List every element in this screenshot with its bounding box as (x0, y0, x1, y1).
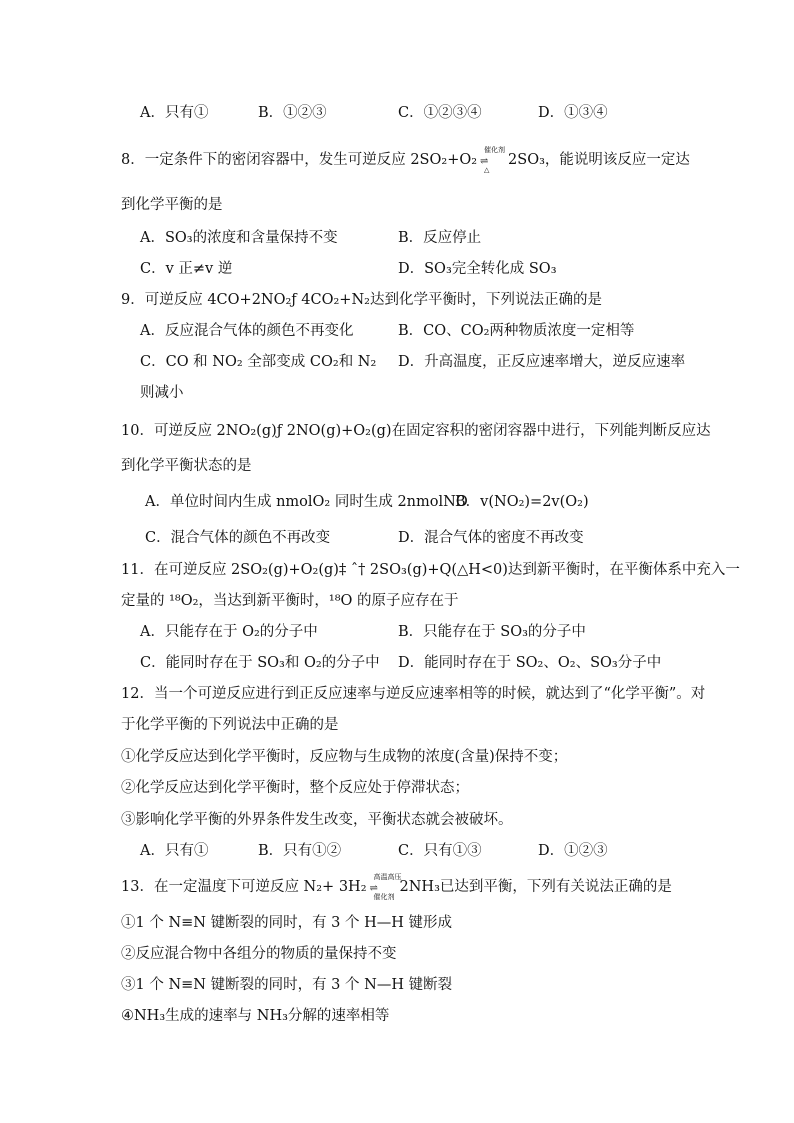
reversible-arrow-icon: ⇌ 催化剂 △ (480, 152, 488, 172)
q8-stem-start: 8．一定条件下的密闭容器中，发生可逆反应 2SO₂+O₂ (121, 152, 478, 168)
q12-stem-line2: 于化学平衡的下列说法中正确的是 (121, 717, 339, 733)
q11-stem-line2: 定量的 ¹⁸O₂，当达到新平衡时，¹⁸O 的原子应存在于 (121, 593, 459, 609)
q9-stem: 9．可逆反应 4CO+2NO₂ƒ 4CO₂+N₂达到化学平衡时，下列说法正确的是 (121, 292, 602, 308)
q9-option-a: A．反应混合气体的颜色不再变化 (140, 323, 354, 339)
q12-option-b: B．只有①② (258, 843, 342, 859)
q10-option-c: C．混合气体的颜色不再改变 (145, 530, 331, 546)
q11-stem-line1: 11．在可逆反应 2SO₂(g)+O₂(g)‡ ˆ† 2SO₃(g)+Q(△H<0)达到新平衡时，在平衡体系中充入一 (121, 562, 740, 578)
q13-item-2: ②反应混合物中各组分的物质的量保持不变 (121, 946, 397, 962)
q12-item-3: ③影响化学平衡的外界条件发生改变，平衡状态就会被破坏。 (121, 812, 513, 828)
q9-option-d-cont: 则减小 (140, 385, 184, 401)
reversible-arrow-icon: ⇌ 高温高压 催化剂 (370, 879, 378, 899)
q7-option-d: D．①③④ (538, 105, 608, 121)
q13-arrow-bottom: 催化剂 (373, 893, 395, 901)
q8-arrow-top: 催化剂 (484, 146, 506, 154)
q10-option-d: D．混合气体的密度不再改变 (398, 530, 584, 546)
q13-stem-start: 13．在一定温度下可逆反应 N₂+ 3H₂ (121, 879, 367, 895)
q8-option-c: C．v 正≠v 逆 (140, 261, 233, 277)
q12-item-2: ②化学反应达到化学平衡时，整个反应处于停滞状态； (121, 780, 469, 796)
q8-option-a: A．SO₃的浓度和含量保持不变 (140, 230, 338, 246)
q7-option-a: A．只有① (140, 105, 209, 121)
q9-option-b: B．CO、CO₂两种物质浓度一定相等 (398, 323, 635, 339)
q8-stem-line2: 到化学平衡的是 (121, 197, 223, 213)
q12-option-c: C．只有①③ (398, 843, 482, 859)
q13-item-3: ③1 个 N≡N 键断裂的同时，有 3 个 N—H 键断裂 (121, 977, 453, 993)
q11-option-d: D．能同时存在于 SO₂、O₂、SO₃分子中 (398, 655, 662, 671)
q13-stem-end: 2NH₃已达到平衡，下列有关说法正确的是 (399, 879, 672, 895)
q8-option-d: D．SO₃完全转化成 SO₃ (398, 261, 557, 277)
q13-item-1: ①1 个 N≡N 键断裂的同时，有 3 个 H—H 键形成 (121, 915, 453, 931)
q12-stem-line1: 12．当一个可逆反应进行到正反应速率与逆反应速率相等的时候，就达到了“化学平衡”。对 (121, 686, 706, 702)
q7-option-b: B．①②③ (258, 105, 327, 121)
q12-item-1: ①化学反应达到化学平衡时，反应物与生成物的浓度(含量)保持不变； (121, 749, 568, 765)
q11-option-c: C．能同时存在于 SO₃和 O₂的分子中 (140, 655, 380, 671)
q9-option-c: C．CO 和 NO₂ 全部变成 CO₂和 N₂ (140, 354, 377, 370)
q8-stem-line1 (121, 146, 690, 174)
q10-stem-line1: 10．可逆反应 2NO₂(g)ƒ 2NO(g)+O₂(g)在固定容积的密闭容器中进行，下列能判断反应达 (121, 423, 711, 439)
q13-stem (121, 873, 672, 901)
q12-option-a: A．只有① (140, 843, 209, 859)
q11-option-a: A．只能存在于 O₂的分子中 (140, 624, 318, 640)
q13-item-4: ④NH₃生成的速率与 NH₃分解的速率相等 (121, 1008, 390, 1024)
q8-option-b: B．反应停止 (398, 230, 482, 246)
q8-arrow-bottom: △ (484, 166, 490, 174)
q10-option-a: A．单位时间内生成 nmolO₂ 同时生成 2nmolNO (145, 494, 468, 510)
q7-option-c: C．①②③④ (398, 105, 482, 121)
q13-arrow-top: 高温高压 (373, 873, 402, 881)
q9-option-d: D．升高温度，正反应速率增大，逆反应速率 (398, 354, 686, 370)
q11-option-b: B．只能存在于 SO₃的分子中 (398, 624, 586, 640)
q10-stem-line2: 到化学平衡状态的是 (121, 458, 252, 474)
q8-stem-end: 2SO₃，能说明该反应一定达 (508, 152, 690, 168)
q12-option-d: D．①②③ (538, 843, 608, 859)
q10-option-b: B．v(NO₂)=2v(O₂) (455, 494, 589, 510)
